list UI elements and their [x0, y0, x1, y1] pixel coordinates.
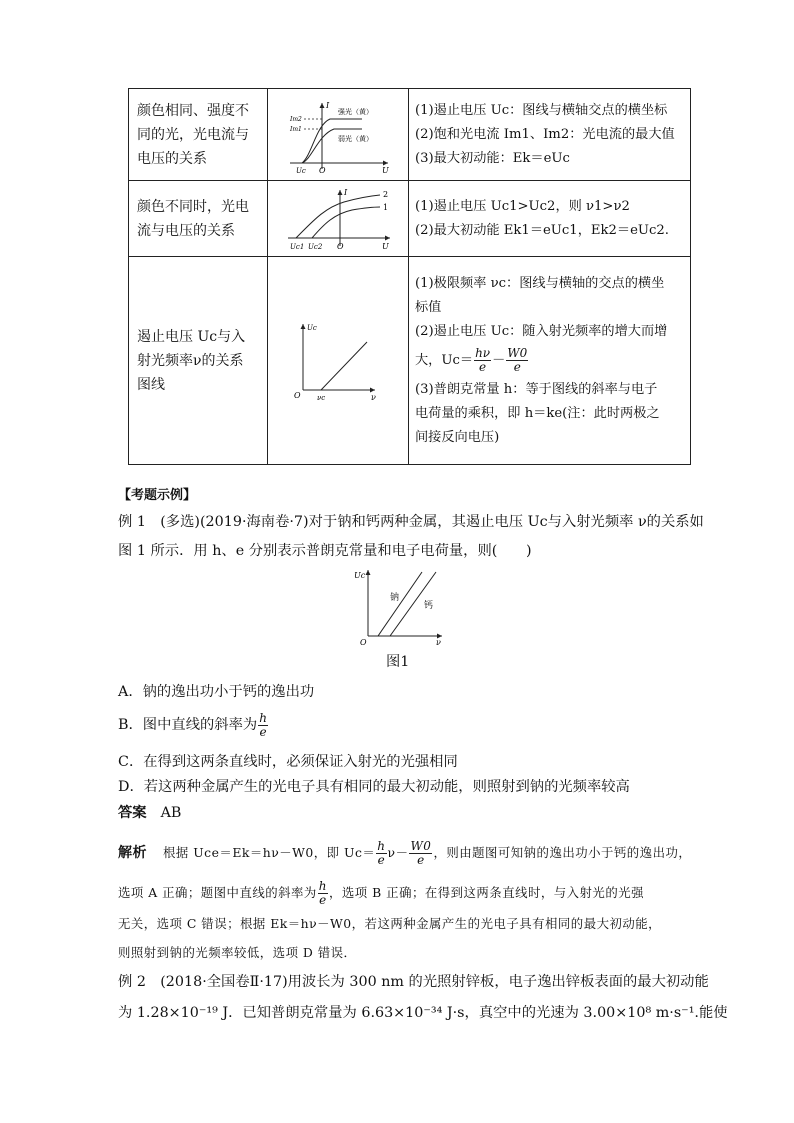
analysis-line3: 无关，选项 C 错误；根据 Ek＝hν－W0，若这两种金属产生的光电子具有相同的最大初动能， [118, 916, 662, 931]
row-label: 颜色不同时，光电 流与电压的关系 [129, 181, 268, 257]
fraction-h-over-e: $\frac{h}{e}$ [318, 879, 328, 907]
u-axis-label: U [382, 241, 389, 251]
fraction-h-nu-over-e: $\frac{h\nu}{e}$ [475, 345, 491, 374]
row-description: (1)极限频率 νc：图线与横轴的交点的横坐 标值 (2)遏止电压 Uc：随入射光频率的增大而增 大，Uc＝ $\frac{h\nu}{e}$ － $\frac{W0}{e}$ (3)普朗克常量 h：等于图线的斜率与电子 电荷量的乘积，即 h＝ke(注：此时两极之 间接反向电压) [409, 257, 691, 465]
curve-1-label: 1 [383, 202, 389, 212]
row-label: 遏止电压 Uc与入 射光频率ν的关系 图线 [129, 257, 268, 465]
photoelectric-graph-table [128, 88, 691, 465]
table-row [129, 181, 691, 257]
analysis-line2: 选项 A 正确；题图中直线的斜率为 $\frac{h}{e}$ ，选项 B 正确；在得到这两条直线时，与入射光的光强 [118, 879, 644, 907]
table-row [129, 257, 691, 465]
origin-label: O [319, 165, 326, 173]
strong-light-label: 强光（黄） [338, 107, 373, 116]
example2-line2: 为 1.28×10⁻¹⁹ J．已知普朗克常量为 6.63×10⁻³⁴ J·s，真空中的光速为 3.00×10⁸ m·s⁻¹.能使 [118, 1005, 728, 1021]
fraction-h-over-e: $\frac{h}{e}$ [259, 710, 267, 739]
option-d: D．若这两种金属产生的光电子具有相同的最大初动能，则照射到钠的光频率较高 [118, 779, 630, 795]
sodium-line-label: 钠 [390, 593, 400, 603]
option-b: B．图中直线的斜率为 $\frac{h}{e}$ [118, 710, 267, 739]
current-voltage-graph-intensity [282, 97, 394, 173]
i-axis-label: I [326, 100, 330, 110]
graph-cell [268, 257, 409, 465]
calcium-line-label: 钙 [424, 601, 434, 611]
example1-figure [350, 566, 450, 646]
current-voltage-graph-color [282, 186, 394, 252]
fraction-h-over-e: $\frac{h}{e}$ [377, 839, 386, 867]
section-heading: 【考题示例】 [118, 488, 197, 503]
analysis-line1: 解析 根据 Uce＝Ek＝hν－W0，即 Uc＝ $\frac{h}{e}$ ν－ $\frac{W0}{e}$ ，则由题图可知钠的逸出功小于钙的逸出功， [118, 839, 692, 867]
answer-label: 答案 [118, 805, 147, 821]
uc2-label: Uc2 [308, 242, 323, 251]
nu-axis-label: ν [436, 638, 441, 646]
origin-label: O [360, 638, 367, 646]
option-a: A．钠的逸出功小于钙的逸出功 [118, 684, 315, 700]
im2-label: Im2 [290, 115, 302, 123]
graph-cell [268, 89, 409, 181]
example2-line1: 例 2 (2018·全国卷Ⅱ·17)用波长为 300 nm 的光照射锌板，电子逸出锌板表面的最大初动能 [118, 974, 709, 990]
origin-label: O [294, 390, 301, 400]
row-description: (1)遏止电压 Uc：图线与横轴交点的横坐标 (2)饱和光电流 Im1、Im2：光电流的最大值 (3)最大初动能：Ek＝eUc [409, 89, 691, 181]
uc1-label: Uc1 [290, 242, 305, 251]
option-c: C．在得到这两条直线时，必须保证入射光的光强相同 [118, 754, 458, 770]
nuc-label: νc [317, 393, 326, 402]
origin-label: O [337, 241, 344, 251]
weak-light-label: 弱光（黄） [338, 134, 373, 143]
answer-value: AB [160, 805, 182, 821]
stopping-voltage-frequency-graph [293, 318, 383, 404]
answer-line [118, 803, 181, 823]
figure-caption: 图1 [386, 654, 410, 670]
uc-label: Uc [296, 166, 306, 173]
uc-axis-label: Uc [307, 323, 317, 332]
im1-label: Im1 [290, 125, 302, 133]
fraction-w0-over-e: $\frac{W0}{e}$ [507, 345, 528, 374]
row-label: 颜色相同、强度不 同的光，光电流与 电压的关系 [129, 89, 268, 181]
i-axis-label: I [344, 187, 348, 197]
fraction-w0-over-e: $\frac{W0}{e}$ [410, 839, 432, 867]
uc-axis-label: Uc [354, 571, 366, 580]
graph-cell [268, 181, 409, 257]
analysis-line4: 则照射到钠的光频率较低，选项 D 错误． [118, 945, 357, 960]
example1-line2: 图 1 所示．用 h、e 分别表示普朗克常量和电子电荷量，则( ) [118, 543, 532, 559]
nu-axis-label: ν [371, 392, 376, 402]
table-row [129, 89, 691, 181]
example1-line1: 例 1 (多选)(2019·海南卷·7)对于钠和钙两种金属，其遏止电压 Uc与入射光频率 ν的关系如 [118, 514, 704, 530]
row-description: (1)遏止电压 Uc1>Uc2，则 ν1>ν2 (2)最大初动能 Ek1＝eUc1，Ek2＝eUc2. [409, 181, 691, 257]
curve-2-label: 2 [383, 189, 389, 199]
analysis-label: 解析 [118, 845, 147, 861]
u-axis-label: U [382, 165, 389, 173]
